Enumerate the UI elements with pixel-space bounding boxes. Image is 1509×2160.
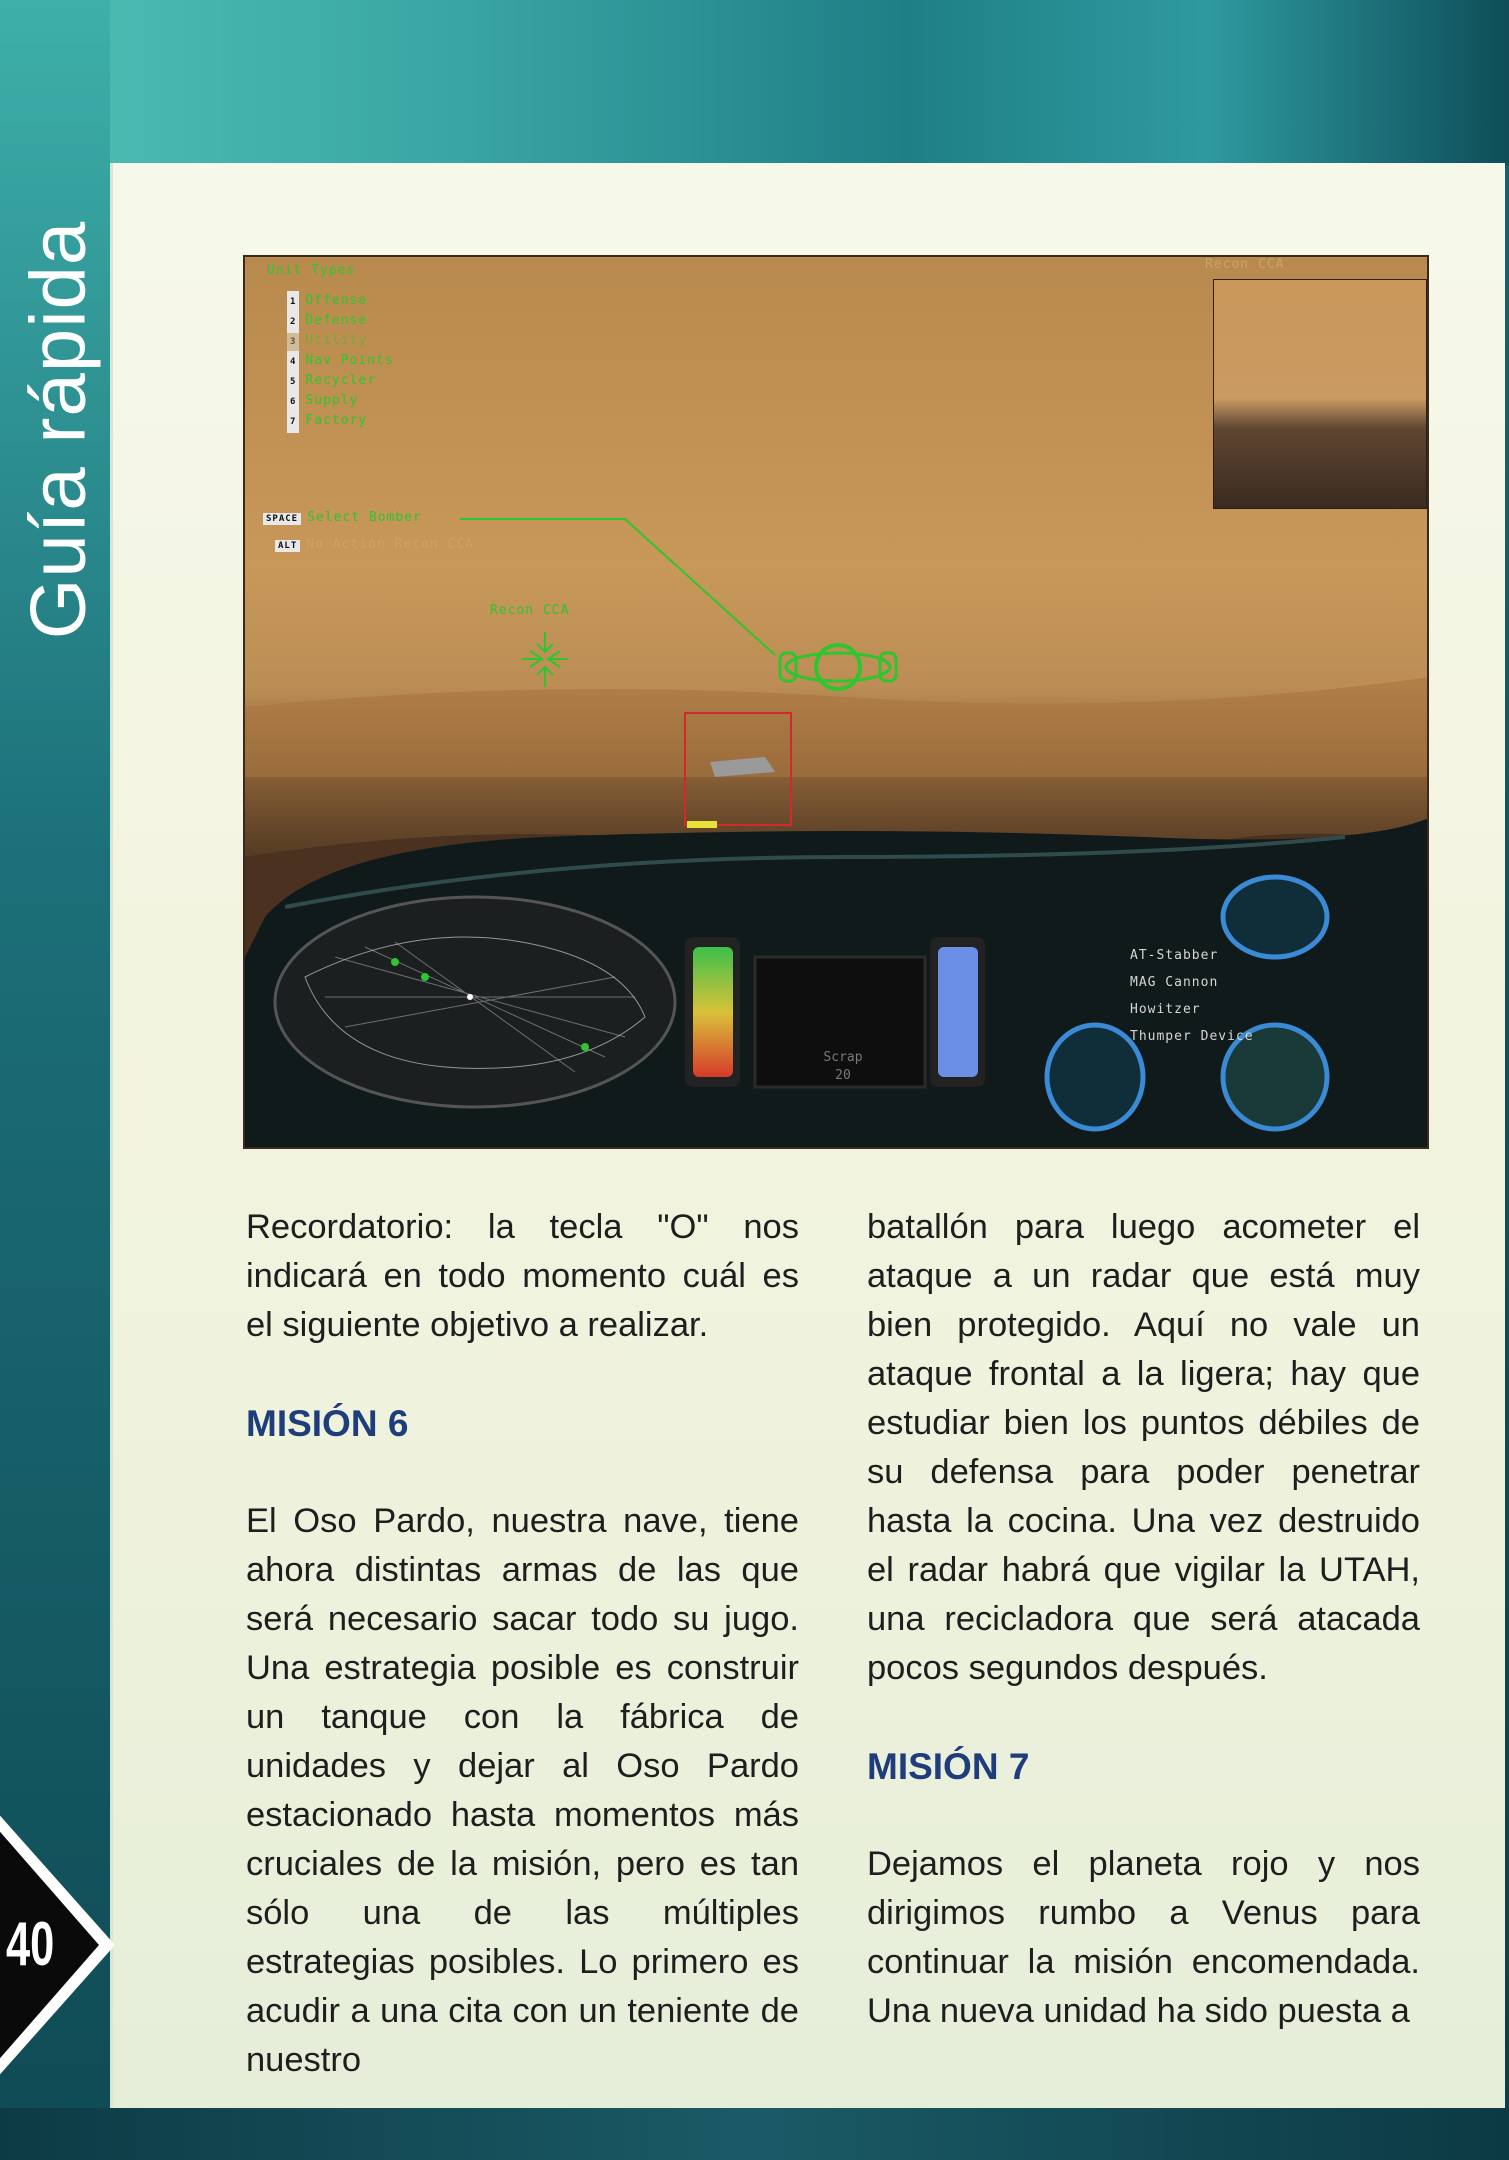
weapon-list[interactable] [1130,942,1254,1050]
game-screenshot [243,255,1429,1149]
unit-type-item[interactable]: 7 Factory [287,411,394,431]
unit-type-item[interactable]: 5 Recycler [287,371,394,391]
top-decorative-band [0,0,1509,165]
command-select-bomber[interactable]: SPACE Select Bomber [263,510,422,525]
article-column-right [867,1203,1420,2036]
unit-types-title: Unit Types [267,263,356,278]
unit-type-item[interactable]: 6 Supply [287,391,394,411]
scrap-readout: Scrap 20 [823,1050,863,1083]
unit-type-item[interactable]: 4 Nav Points [287,351,394,371]
mission7-heading: MISIÓN 7 [867,1746,1030,1787]
target-reticle [780,645,896,689]
weapon-item[interactable]: Howitzer [1130,1002,1201,1017]
unit-type-item[interactable]: 1 Offense [287,291,394,311]
section-title: Guía rápida [13,220,102,640]
mission6-paragraph: El Oso Pardo, nuestra nave, tiene ahora distintas armas de las que será necesario sacar todo su jugo. Una estrategia posible es construir un tanque con la fábrica de unidades y dejar al Oso Pardo estacionado hasta momentos más cruciales de la misión, pero es tan sólo una de las múltiples estrategias posibles. Lo primero es acudir a una cita con un teniente de nuestro [246,1502,799,2079]
bottom-decorative-band [0,2108,1509,2160]
article-column-left [246,1203,799,2085]
weapon-item[interactable]: MAG Cannon [1130,975,1219,990]
mission7-paragraph: Dejamos el planeta rojo y nos dirigimos rumbo a Venus para continuar la misión encomendada. Una nueva unidad ha sido puesta a [867,1845,1420,2030]
lock-health-bar [687,821,717,828]
inset-label: Recon CCA [1205,257,1285,272]
page-number: 40 [6,1910,55,1979]
radar-map [275,897,675,1107]
intro-paragraph: Recordatorio: la tecla "O" nos indicará en todo momento cuál es el siguiente objetivo a realizar. [246,1208,799,1344]
unit-type-item[interactable]: 2 Defense [287,311,394,331]
unit-types-menu[interactable] [287,291,394,431]
waypoint-marker [522,632,568,687]
mission6-heading: MISIÓN 6 [246,1403,409,1444]
rear-view-inset [1213,279,1427,509]
weapon-item[interactable]: Thumper Device [1130,1029,1254,1044]
target-label: Recon CCA [490,603,570,618]
command-no-action[interactable]: ALT No Action Recon CCA [275,537,474,552]
unit-type-item[interactable]: 3 Utility [287,331,394,351]
weapon-item[interactable]: AT-Stabber [1130,948,1219,963]
mission6-paragraph-continued: batallón para luego acometer el ataque a un radar que está muy bien protegido. Aquí no vale un ataque frontal a la ligera; hay que estudiar bien los puntos débiles de su defensa para poder penetrar hasta la cocina. Una vez destruido el radar habrá que vigilar la UTAH, una recicladora que será atacada pocos segundos después. [867,1208,1420,1687]
